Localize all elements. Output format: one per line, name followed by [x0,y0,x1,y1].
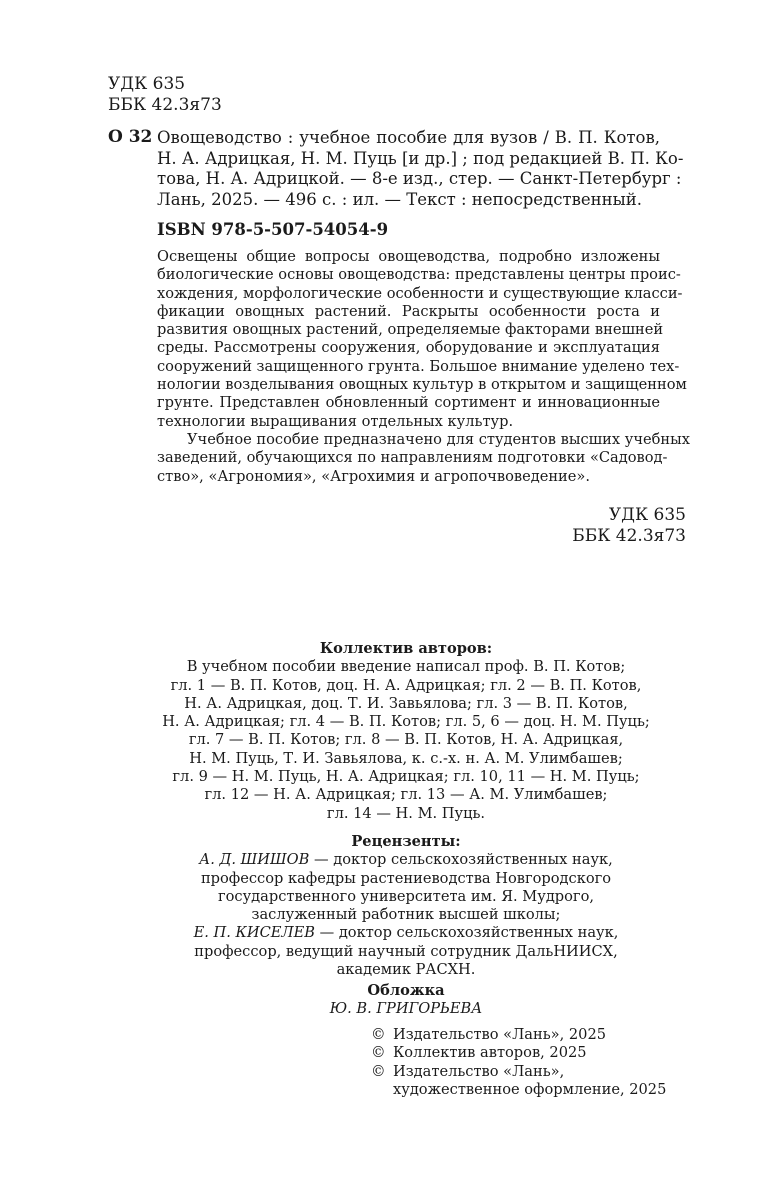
annotation-line: развития овощных растений, определяемые факторами внешней [157,321,664,339]
authors-line: Н. М. Пуць, Т. И. Завьялова, к. с.-х. н. А. М. Улимбашев; [189,749,623,767]
isbn: ISBN 978-5-507-54054-9 [157,220,389,239]
cover-artist: Ю. В. ГРИГОРЬЕВА [329,1000,483,1018]
annotation-line: фикации овощных растений. Раскрыты особенности роста и [157,302,660,320]
biblio-line: Н. А. Адрицкая, Н. М. Пуць [и др.] ; под редакцией В. П. Ко- [157,148,684,168]
copyright-text: Коллектив авторов, 2025 [393,1044,587,1062]
reviewer-name: А. Д. ШИШОВ [199,851,310,869]
biblio-line: това, Н. А. Адрицкой. — 8-е изд., стер. — Санкт-Петербург : [157,169,682,188]
authors-collective [130,640,682,823]
authors-line: гл. 7 — В. П. Котов; гл. 8 — В. П. Котов, Н. А. Адрицкая, [188,731,624,749]
cover-heading: Обложка [367,982,445,999]
udk-code: УДК 635 [108,74,186,94]
annotation-line: грунте. Представлен обновленный сортимент и инновационные [157,394,660,412]
copyright-item [371,1063,666,1081]
reviewer-name: Е. П. КИСЕЛЕВ [193,924,315,942]
copyright-item [371,1044,666,1062]
copyright-icon: © [371,1062,386,1080]
biblio-line: Овощеводство : учебное пособие для вузов / В. П. Котов, [157,128,660,147]
reviewer-line: профессор кафедры растениеводства Новгородского [200,869,612,887]
annotation-line: ство», «Агрономия», «Агрохимия и агропочвоведение». [157,467,590,485]
copyright-icon: © [371,1044,386,1062]
authors-line: Н. А. Адрицкая; гл. 4 — В. П. Котов; гл. 5, 6 — доц. Н. М. Пуць; [162,713,650,731]
authors-line: В учебном пособии введение написал проф. В. П. Котов; [186,658,626,676]
reviewer-line [130,924,682,942]
reviewers-heading: Рецензенты: [351,833,461,850]
reviewer-line: заслуженный работник высшей школы; [251,906,561,924]
biblio-line: Лань, 2025. — 496 с. : ил. — Текст : непосредственный. [157,189,643,209]
annotation-line: заведений, обучающихся по направлениям подготовки «Садовод- [157,449,668,467]
reviewer-line: государственного университета им. Я. Мудрого, [217,887,595,905]
annotation-line: сооружений защищенного грунта. Большое внимание уделено тех- [157,357,680,375]
authors-heading: Коллектив авторов: [319,640,493,657]
annotation-line: нологии возделывания овощных культур в открытом и защищенном [157,376,687,394]
annotation-paragraph [157,248,687,431]
copyright-item [371,1026,666,1044]
annotation-paragraph [157,430,691,486]
udk-bbk-bottom [572,505,686,547]
bbk-code: ББК 42.3я73 [572,526,686,546]
copyright-continuation: художественное оформление, 2025 [393,1080,667,1098]
authors-line: гл. 9 — Н. М. Пуць, Н. А. Адрицкая; гл. 10, 11 — Н. М. Пуць; [172,768,640,786]
annotation-line: среды. Рассмотрены сооружения, оборудование и эксплуатация [157,339,660,357]
bbk-code: ББК 42.3я73 [108,95,222,115]
author-sign: О 32 [108,127,153,147]
authors-line: гл. 14 — Н. М. Пуць. [326,804,486,822]
reviewer-title: — доктор сельскохозяйственных наук, [309,851,613,869]
copyright-text: Издательство «Лань», [393,1062,565,1080]
reviewer-line: профессор, ведущий научный сотрудник ДальНИИСХ, [194,942,618,960]
reviewer-line [130,851,682,869]
annotation [157,248,691,486]
copyright-notices [371,1026,666,1099]
bibliographic-description [157,128,684,210]
reviewers [130,833,682,979]
annotation-line: Учебное пособие предназначено для студентов высших учебных [187,430,691,448]
copyright-icon: © [371,1026,386,1043]
copyright-text: Издательство «Лань», 2025 [393,1026,607,1043]
authors-line: гл. 12 — Н. А. Адрицкая; гл. 13 — А. М. Улимбашев; [204,786,608,804]
reviewer-title: — доктор сельскохозяйственных наук, [314,924,619,942]
annotation-line: хождения, морфологические особенности и существующие класси- [157,284,683,302]
annotation-line: технологии выращивания отдельных культур. [157,412,514,430]
annotation-line: биологические основы овощеводства: представлены центры проис- [157,266,681,284]
cover-credit [130,982,682,1019]
udk-bbk-top [108,74,222,116]
authors-line: гл. 1 — В. П. Котов, доц. Н. А. Адрицкая; гл. 2 — В. П. Котов, [170,676,642,694]
annotation-line: Освещены общие вопросы овощеводства, подробно изложены [157,248,660,265]
reviewer-line: академик РАСХН. [336,961,476,979]
udk-code: УДК 635 [608,505,686,525]
authors-line: Н. А. Адрицкая, доц. Т. И. Завьялова; гл. 3 — В. П. Котов, [184,694,628,712]
